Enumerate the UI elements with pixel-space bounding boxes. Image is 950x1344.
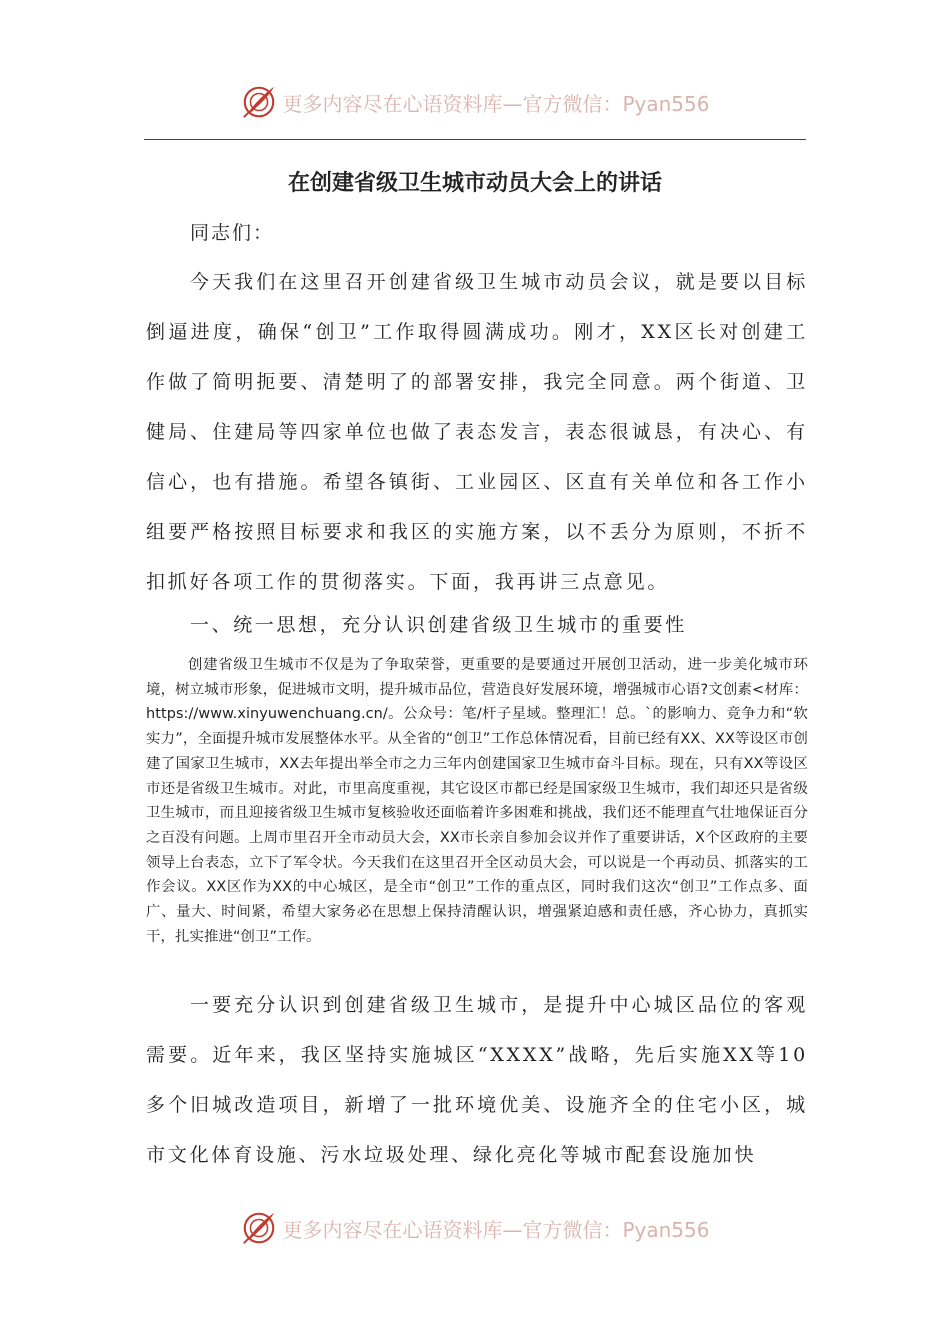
document-title: 在创建省级卫生城市动员大会上的讲话 xyxy=(287,171,662,196)
salutation: 同志们： xyxy=(190,222,275,244)
section-body-paragraph: 创建省级卫生城市不仅是为了争取荣誉，更重要的是要通过开展创卫活动，进一步美化城市环境，树立城市形象，促进城市文明，提升城市品位，营造良好发展环境，增强城市心语?文创素<材库：https://www.xinyuwenchuang.cn/。公众号：笔/杆子星域。整理汇！总。`的影响力、竞争力和“软实力”，全面提升城市发展整体水平。从全省的“创卫”工作总体情况看，目前已经有XX、XX等设区市创建了国家卫生城市，XX去年提出举全市之力三年内创建国家卫生城市奋斗目标。现在，只有XX等设区市还是省级卫生城市。对此，市里高度重视，其它设区市都已经是国家级卫生城市，我们却还只是省级卫生城市，而且迎接省级卫生城市复核验收还面临着许多困难和挑战，我们还不能理直气壮地保证百分之百没有问题。上周市里召开全市动员大会，XX市长亲自参加会议并作了重要讲话，X个区政府的主要领导上台表态，立下了军令状。今天我们在这里召开全区动员大会，可以说是一个再动员、抓落实的工作会议。XX区作为XX的中心城区，是全市“创卫”工作的重点区，同时我们这次“创卫”工作点多、面广、量大、时间紧，希望大家务必在思想上保持清醒认识，增强紧迫感和责任感，齐心协力，真抓实干，扎实推进“创卫”工作。 xyxy=(146,657,808,945)
header-divider xyxy=(144,139,806,140)
banner-text: 更多内容尽在心语资料库—官方微信：Pyan556 xyxy=(282,91,710,116)
header-banner xyxy=(0,82,950,122)
footer-banner xyxy=(0,1208,950,1248)
point-one-paragraph: 一要充分认识到创建省级卫生城市，是提升中心城区品位的客观需要。近年来，我区坚持实施城区“XXXX”战略，先后实施XX等10多个旧城改造项目，新增了一批环境优美、设施齐全的住宅小区，城市文化体育设施、污水垃圾处理、绿化亮化等城市配套设施加快 xyxy=(146,994,808,1166)
intro-paragraph: 今天我们在这里召开创建省级卫生城市动员会议，就是要以目标倒逼进度，确保“创卫”工作取得圆满成功。刚才，XX区长对创建工作做了简明扼要、清楚明了的部署安排，我完全同意。两个街道、卫健局、住建局等四家单位也做了表态发言，表态很诚恳，有决心、有信心，也有措施。希望各镇街、工业园区、区直有关单位和各工作小组要严格按照目标要求和我区的实施方案，以不丢分为原则，不折不扣抓好各项工作的贯彻落实。下面，我再讲三点意见。 xyxy=(146,271,808,593)
section-heading: 一、统一思想，充分认识创建省级卫生城市的重要性 xyxy=(190,614,687,636)
quill-seal-icon xyxy=(240,83,278,121)
banner-text: 更多内容尽在心语资料库—官方微信：Pyan556 xyxy=(282,1217,710,1242)
quill-seal-icon xyxy=(240,1209,278,1247)
